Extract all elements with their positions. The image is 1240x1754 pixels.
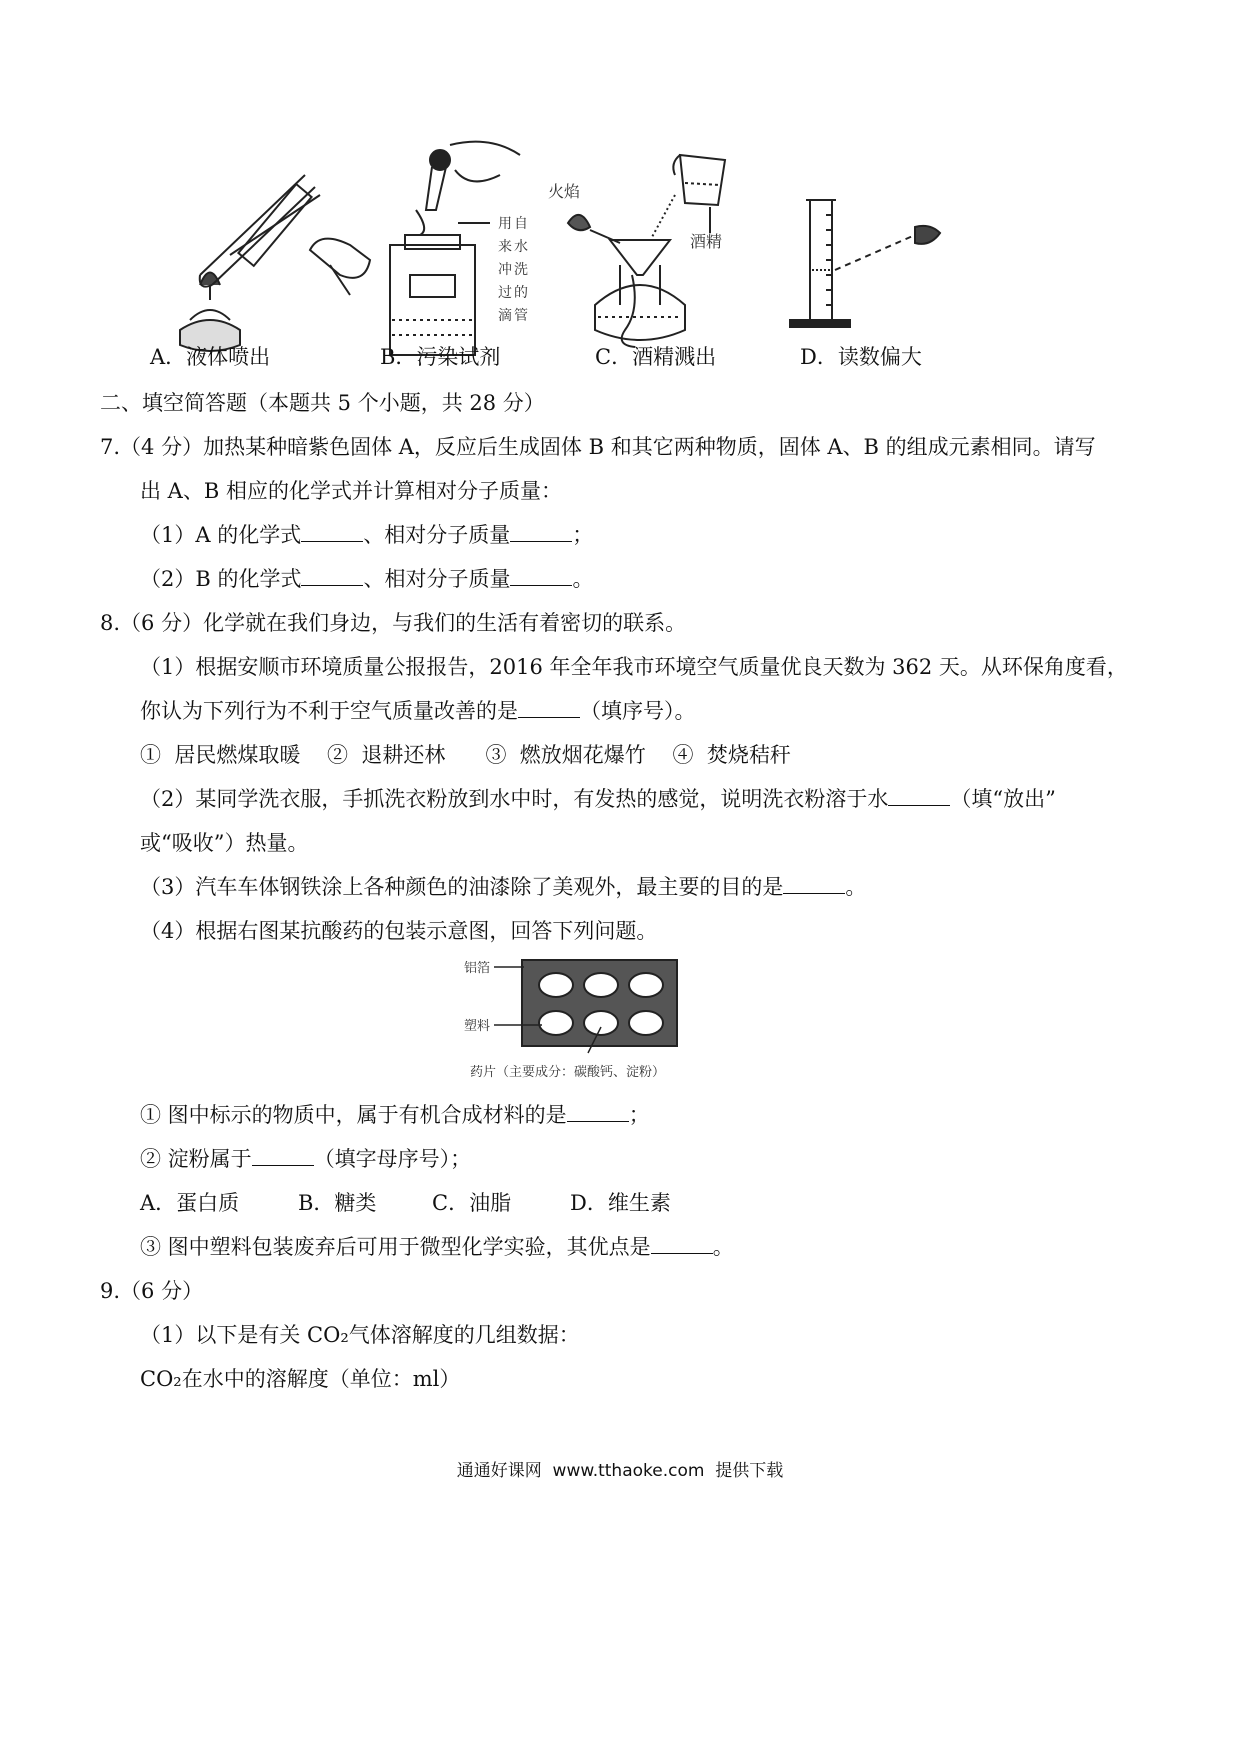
- q9-s1: （1）以下是有关 CO₂气体溶解度的几组数据：: [140, 1323, 580, 1347]
- dropper-label-char: 洗: [514, 262, 528, 278]
- q8-s3-text: （3）汽车车体钢铁涂上各种颜色的油漆除了美观外，最主要的目的是: [140, 875, 784, 899]
- q8-s4-q2-option-a: A．蛋白质: [140, 1191, 240, 1215]
- q8-s3-blank[interactable]: [783, 875, 845, 894]
- q8-s4-q2-hint: （填字母序号）；: [313, 1147, 472, 1171]
- q6-option-a: A．液体喷出: [150, 345, 271, 369]
- plastic-label: 塑料: [464, 1019, 491, 1034]
- q8-s3: [140, 873, 866, 901]
- q8-s2-line2: 或“吸收”）热量。: [140, 831, 309, 855]
- q8-s1-blank[interactable]: [518, 699, 580, 718]
- tablet-caption: 药片（主要成分：碳酸钙、淀粉）: [470, 1065, 666, 1080]
- flame-label: 火焰: [548, 182, 581, 201]
- tablet-blister: [539, 973, 573, 997]
- q7-sub1-suffix: ；: [572, 523, 594, 547]
- q8-s4-q3-blank[interactable]: [651, 1235, 713, 1254]
- figure-d-graduated-cylinder: [790, 200, 940, 327]
- dropper-label-char: 用: [498, 216, 512, 232]
- q8-s1-line1: （1）根据安顺市环境质量公报报告，2016 年全年我市环境空气质量优良天数为 362 天。从环保角度看，: [140, 655, 1128, 679]
- q8-s4-q1: [140, 1101, 650, 1129]
- figure-a-heating-tube: [180, 175, 370, 351]
- footer-source: 通通好课网 www.tthaoke.com 提供下载: [456, 1461, 784, 1481]
- q7-sub2-prefix: （2）B 的化学式: [140, 567, 302, 591]
- q8-s4-q2-option-d: D．维生素: [570, 1191, 671, 1215]
- q9-table-title: CO₂在水中的溶解度（单位：ml）: [140, 1367, 461, 1391]
- dropper-label-char: 滴: [498, 308, 512, 324]
- q6-option-b: B．污染试剂: [380, 345, 501, 369]
- q8-s1-line2: [140, 697, 696, 725]
- q7-sub1-prefix: （1）A 的化学式: [140, 523, 302, 547]
- q8-s4-q2-option-c: C．油脂: [432, 1191, 512, 1215]
- q6-option-d: D．读数偏大: [800, 345, 922, 369]
- q7-sub1-middle: 、相对分子质量: [363, 523, 511, 547]
- q8-s3-suffix: 。: [845, 875, 867, 899]
- tablet-blister: [584, 1011, 618, 1035]
- q8-s4-q2: [140, 1145, 471, 1173]
- tablet-blister: [629, 973, 663, 997]
- dropper-label-char: 的: [514, 285, 528, 301]
- dropper-label-char: 过: [498, 285, 512, 301]
- apparatus-figure: [170, 135, 1070, 375]
- tablet-blister: [539, 1011, 573, 1035]
- q7-sub2-formula-blank[interactable]: [301, 567, 363, 586]
- q8-s4-q1-suffix: ；: [628, 1103, 650, 1127]
- dropper-label-char: 来: [498, 239, 512, 255]
- q8-s4-q2-option-b: B．糖类: [298, 1191, 377, 1215]
- q7-sub2: [140, 565, 593, 593]
- q8-s4-q2-options: [140, 1189, 840, 1217]
- q7-stem-line1: 7.（4 分）加热某种暗紫色固体 A，反应后生成固体 B 和其它两种物质，固体 A、B 的组成元素相同。请写: [100, 435, 1096, 459]
- q7-sub2-middle: 、相对分子质量: [363, 567, 511, 591]
- q8-s1-options: ① 居民燃煤取暖 ② 退耕还林 ③ 燃放烟花爆竹 ④ 焚烧秸秆: [140, 743, 791, 767]
- q7-sub1-formula-blank[interactable]: [301, 523, 363, 542]
- q8-s1-text: 你认为下列行为不利于空气质量改善的是: [140, 699, 518, 723]
- blister-pack-figure: [460, 955, 780, 1085]
- q8-s4-q3-suffix: 。: [712, 1235, 734, 1259]
- q8-s4-q2-text: ② 淀粉属于: [140, 1147, 252, 1171]
- alcohol-label: 酒精: [690, 232, 723, 251]
- q7-sub2-mass-blank[interactable]: [510, 567, 572, 586]
- q8-s4-q1-text: ① 图中标示的物质中，属于有机合成材料的是: [140, 1103, 567, 1127]
- q8-stem: 8.（6 分）化学就在我们身边，与我们的生活有着密切的联系。: [100, 611, 687, 635]
- q7-sub2-suffix: 。: [572, 567, 594, 591]
- q8-s2-text: （2）某同学洗衣服，手抓洗衣粉放到水中时，有发热的感觉，说明洗衣粉溶于水: [140, 787, 889, 811]
- q8-s4-q3: [140, 1233, 734, 1261]
- figure-c-pour-alcohol: [568, 155, 725, 347]
- q9-stem: 9.（6 分）: [100, 1279, 204, 1303]
- q8-s4-q1-blank[interactable]: [567, 1103, 629, 1122]
- q8-s4: （4）根据右图某抗酸药的包装示意图，回答下列问题。: [140, 919, 658, 943]
- foil-label: 铝箔: [464, 961, 491, 976]
- q8-s1-hint: （填序号）。: [580, 699, 696, 723]
- q8-s2-blank[interactable]: [888, 787, 950, 806]
- q8-s4-q2-blank[interactable]: [252, 1147, 314, 1166]
- q7-stem-line2: 出 A、B 相应的化学式并计算相对分子质量：: [140, 479, 562, 503]
- tablet-blister: [629, 1011, 663, 1035]
- tablet-blister: [584, 973, 618, 997]
- dropper-label-char: 水: [514, 239, 528, 255]
- q6-option-c: C．酒精溅出: [595, 345, 717, 369]
- section-title: 二、填空简答题（本题共 5 个小题，共 28 分）: [100, 391, 545, 415]
- dropper-label-char: 管: [514, 308, 528, 324]
- q8-s2-line1: [140, 785, 1056, 813]
- dropper-label-char: 自: [514, 216, 528, 232]
- q8-s2-hint: （填“放出”: [950, 787, 1056, 811]
- q8-s4-q3-text: ③ 图中塑料包装废弃后可用于微型化学实验，其优点是: [140, 1235, 651, 1259]
- dropper-label-char: 冲: [498, 262, 512, 278]
- q7-sub1-mass-blank[interactable]: [510, 523, 572, 542]
- q7-sub1: [140, 521, 593, 549]
- figure-b-dropper-label: [498, 216, 528, 324]
